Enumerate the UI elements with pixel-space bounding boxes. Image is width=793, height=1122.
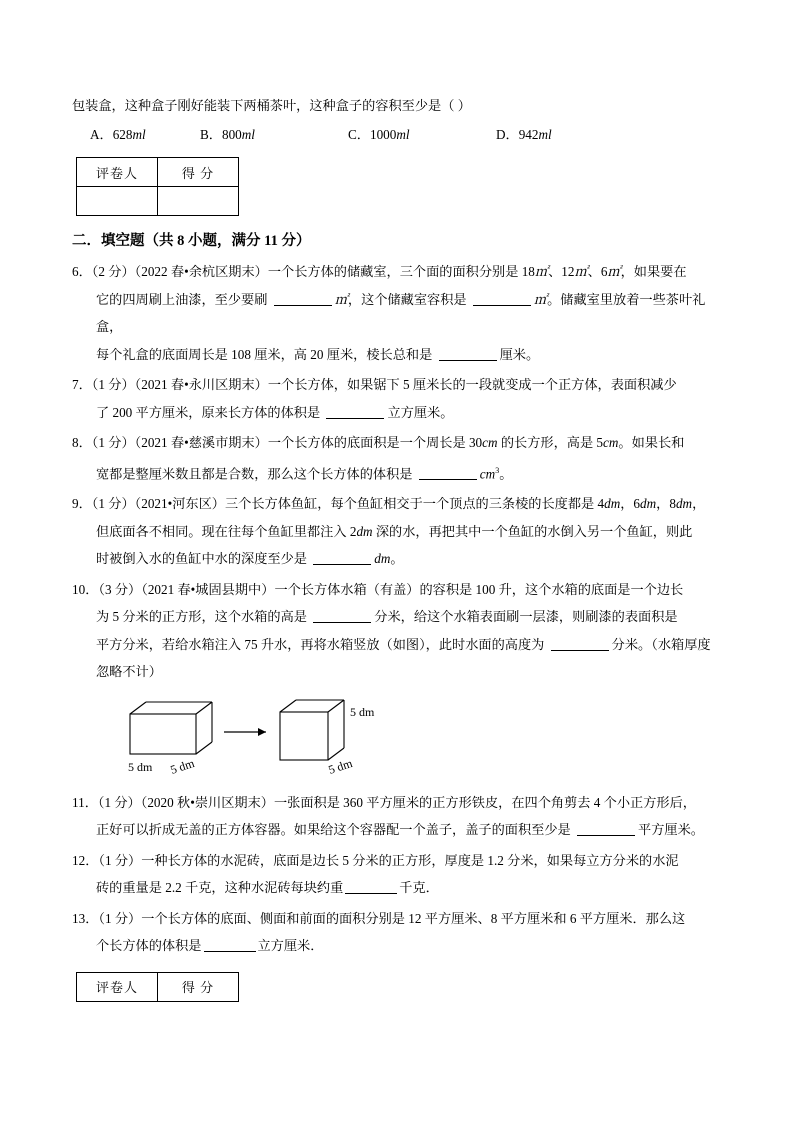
grader-header-name: 评卷人	[77, 972, 158, 1001]
question-10-line-3: 平方分米，若给水箱注入 75 升水，再将水箱竖放（如图），此时水面的高度为 分米。（水箱厚度	[96, 636, 711, 652]
option-b: B．800ml	[200, 127, 255, 142]
label-right-top: 5 dm	[350, 704, 375, 719]
question-7	[72, 371, 722, 426]
tank-diagram-svg	[114, 696, 404, 776]
question-8	[72, 429, 722, 487]
answer-blank[interactable]	[326, 404, 384, 419]
label-left-side: 5 dm	[168, 755, 197, 776]
option-a: A．628ml	[90, 127, 146, 142]
question-6	[72, 258, 722, 368]
answer-blank[interactable]	[439, 346, 497, 361]
question-8-line-1: 8．（1 分）（2021 春•慈溪市期末）一个长方体的底面积是一个周长是 30cm 的长方形，高是 5cm。如果长和	[72, 435, 685, 450]
question-7-line-1: 7．（1 分）（2021 春•永川区期末）一个长方体，如果锯下 5 厘米长的一段就变成一个正方体，表面积减少	[72, 377, 677, 392]
answer-blank[interactable]	[274, 291, 332, 306]
figure-water-tank	[72, 696, 722, 781]
question-6-line-3: 每个礼盒的底面周长是 108 厘米，高 20 厘米，棱长总和是 厘米。	[96, 346, 540, 362]
answer-blank[interactable]	[551, 636, 609, 651]
question-9-line-1: 9．（1 分）（2021•河东区）三个长方体鱼缸，每个鱼缸相交于一个顶点的三条棱的长度都是 4dm，6dm，8dm，	[72, 496, 706, 512]
question-13-line-1: 13．（1 分）一个长方体的底面、侧面和前面的面积分别是 12 平方厘米、8 平方厘米和 6 平方厘米．那么这	[72, 910, 686, 926]
question-10-line-2: 为 5 分米的正方形，这个水箱的高是 分米，给这个水箱表面刷一层漆，则刷漆的表面积是	[96, 609, 678, 625]
question-12-line-1: 12．（1 分）一种长方体的水泥砖，底面是边长 5 分米的正方形，厚度是 1.2 分米，如果每立方分米的水泥	[72, 852, 679, 868]
page-content	[72, 92, 722, 1008]
question-9-line-3: 时被倒入水的鱼缸中水的深度至少是 dm。	[96, 551, 404, 567]
question-13	[72, 905, 722, 960]
question-10-line-1: 10．（3 分）（2021 春•城固县期中）一个长方体水箱（有盖）的容积是 100 升，这个水箱的底面是一个边长	[72, 581, 684, 597]
question-11	[72, 789, 722, 844]
answer-blank[interactable]	[345, 879, 397, 894]
answer-blank[interactable]	[204, 937, 256, 952]
question-10-line-4: 忽略不计）	[96, 664, 162, 680]
question-9-line-2: 但底面各不相同。现在往每个鱼缸里都注入 2dm 深的水，再把其中一个鱼缸的水倒入另一个鱼缸，则此	[96, 523, 693, 539]
option-c: C．1000ml	[348, 127, 410, 142]
table-row	[77, 187, 239, 216]
question-11-line-2: 正好可以折成无盖的正方体容器。如果给这个容器配一个盖子，盖子的面积至少是 平方厘米。	[96, 822, 704, 838]
question-options	[72, 121, 722, 148]
option-d: D．942ml	[496, 127, 552, 142]
question-6-line-1: 6．（2 分）（2022 春•余杭区期末）一个长方体的储藏室，三个面的面积分别是 18㎡、12㎡、6㎡，如果要在	[72, 264, 687, 279]
grader-table-top	[76, 157, 239, 216]
answer-blank[interactable]	[473, 291, 531, 306]
question-11-line-1: 11．（1 分）（2020 秋•崇川区期末）一张面积是 360 平方厘米的正方形铁皮，在四个角剪去 4 个小正方形后，	[72, 794, 696, 810]
question-9	[72, 490, 722, 573]
table-row	[77, 972, 239, 1001]
grader-table-bottom	[76, 972, 239, 1002]
answer-blank[interactable]	[313, 608, 371, 623]
question-6-line-2: 它的四周刷上油漆，至少要刷 ㎡，这个储藏室容积是 ㎡。储藏室里放着一些茶叶礼盒，	[96, 291, 706, 334]
grader-header-score: 得 分	[158, 158, 239, 187]
question-13-line-2: 个长方体的体积是 立方厘米．	[96, 938, 324, 954]
question-stem-continuation: 包装盒，这种盒子刚好能装下两桶茶叶，这种盒子的容积至少是（ ）	[72, 98, 471, 113]
grader-value-name	[77, 187, 158, 216]
answer-blank[interactable]	[313, 550, 371, 565]
question-7-line-2: 了 200 平方厘米，原来长方体的体积是 立方厘米。	[96, 404, 454, 420]
table-row	[77, 158, 239, 187]
grader-header-name: 评卷人	[77, 158, 158, 187]
question-8-line-2: 宽都是整厘米数且都是合数，那么这个长方体的体积是 $cm^3$。	[96, 465, 513, 481]
answer-blank[interactable]	[577, 821, 635, 836]
section-heading-fill-blanks: 二．填空题（共 8 小题，满分 11 分）	[72, 233, 311, 249]
question-12	[72, 847, 722, 902]
grader-header-score: 得 分	[158, 972, 239, 1001]
answer-blank[interactable]	[419, 465, 477, 480]
label-right-side: 5 dm	[326, 755, 355, 776]
question-12-line-2: 砖的重量是 2.2 千克，这种水泥砖每块约重 千克．	[96, 880, 439, 896]
question-10	[72, 576, 722, 686]
label-left-front: 5 dm	[128, 759, 153, 774]
grader-value-score	[158, 187, 239, 216]
